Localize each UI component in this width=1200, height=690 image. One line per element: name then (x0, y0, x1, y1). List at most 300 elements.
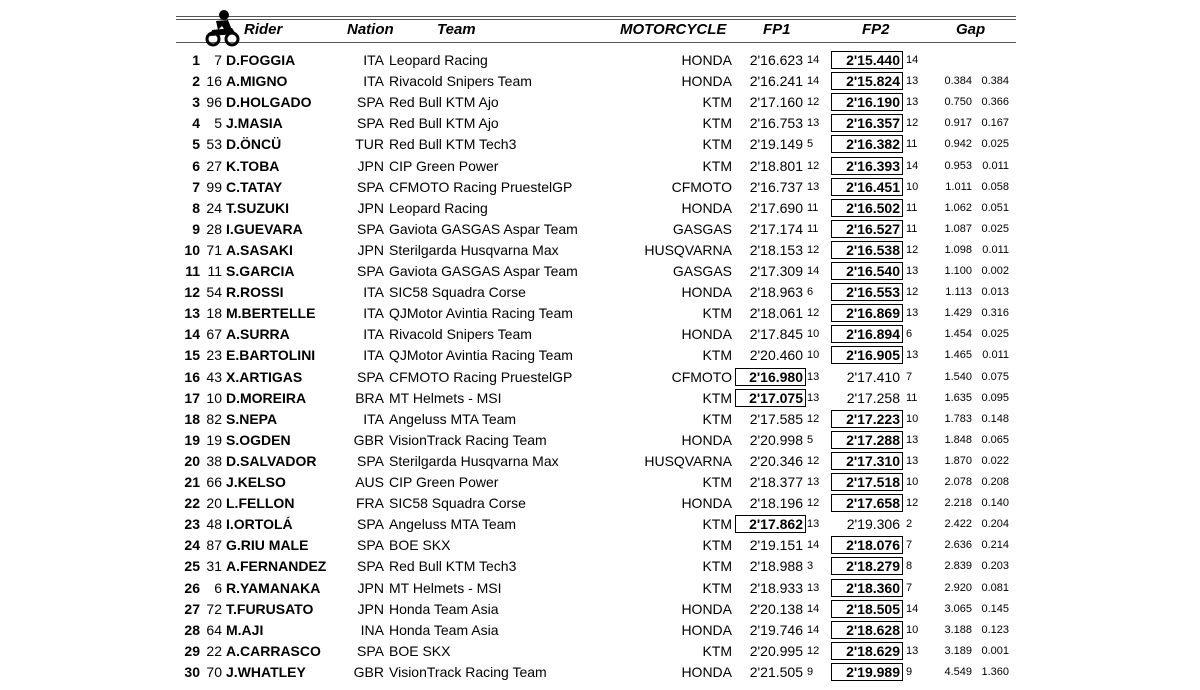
rider-name-cell: T.FURUSATO (226, 600, 314, 617)
position-cell: 2 (192, 73, 200, 90)
position-cell: 19 (184, 431, 200, 448)
motorcycle-rider-icon (202, 8, 242, 48)
fp2-time-cell: 2'16.357 (846, 115, 900, 132)
table-row (0, 535, 1200, 556)
fp1-lap-cell: 11 (807, 201, 819, 214)
fp1-time-cell: 2'17.174 (749, 220, 803, 237)
team-cell: Red Bull KTM Tech3 (389, 136, 517, 153)
nation-cell: SPA (357, 178, 384, 195)
team-cell: Red Bull KTM Tech3 (389, 558, 517, 575)
fp1-lap-cell: 14 (807, 602, 820, 615)
gap-cell: 3.189 (944, 644, 972, 657)
rider-number-cell: 24 (206, 199, 222, 216)
fp1-lap-cell: 13 (807, 518, 820, 531)
fp2-time-cell: 2'16.382 (846, 136, 900, 153)
gap-cell: 2.636 (944, 539, 972, 552)
rider-number-cell: 28 (206, 220, 222, 237)
gap-previous-cell: 0.011 (982, 349, 1009, 362)
table-row (0, 324, 1200, 345)
fp2-time-cell: 2'16.538 (846, 241, 900, 258)
fp2-lap-cell: 13 (906, 75, 919, 88)
nation-cell: ITA (363, 326, 384, 343)
table-row (0, 177, 1200, 198)
motorcycle-cell: KTM (702, 474, 732, 490)
rider-name-cell: D.ÖNCÜ (226, 136, 282, 153)
fp1-lap-cell: 13 (807, 391, 820, 404)
motorcycle-cell: HONDA (681, 621, 732, 638)
motorcycle-cell: CFMOTO (671, 368, 732, 385)
gap-cell: 1.454 (944, 328, 972, 341)
gap-cell: 0.942 (944, 138, 972, 151)
fp2-time-cell: 2'18.360 (846, 579, 900, 596)
rider-number-cell: 66 (206, 474, 222, 490)
fp2-lap-cell: 10 (906, 623, 919, 636)
rider-name-cell: S.NEPA (226, 410, 278, 427)
motorcycle-cell: GASGAS (672, 220, 732, 237)
rider-number-cell: 19 (206, 431, 222, 448)
rider-number-cell: 96 (206, 94, 222, 111)
gap-cell: 0.750 (944, 96, 972, 109)
gap-cell: 1.113 (945, 286, 972, 299)
fp2-lap-cell: 13 (906, 454, 919, 467)
gap-previous-cell: 0.214 (981, 539, 1009, 552)
rider-number-cell: 5 (214, 115, 222, 132)
motorcycle-cell: KTM (702, 558, 732, 575)
gap-cell: 4.549 (944, 665, 972, 678)
fp1-time-cell: 2'16.753 (749, 115, 803, 132)
fp2-lap-cell: 11 (906, 391, 918, 404)
motorcycle-cell: KTM (702, 537, 732, 554)
gap-previous-cell: 0.167 (981, 117, 1009, 130)
rider-number-cell: 22 (206, 642, 222, 659)
fp2-lap-cell: 14 (906, 54, 919, 66)
team-cell: MT Helmets - MSI (389, 389, 502, 406)
gap-previous-cell: 0.011 (982, 159, 1009, 172)
motorcycle-cell: KTM (702, 516, 732, 533)
motorcycle-cell: KTM (702, 115, 732, 132)
rider-number-cell: 70 (206, 663, 222, 680)
fp2-time-cell: 2'18.505 (846, 600, 900, 617)
fp2-time-cell: 2'15.824 (846, 73, 900, 90)
fp1-lap-cell: 12 (807, 96, 820, 109)
table-row (0, 599, 1200, 620)
team-cell: Leopard Racing (389, 199, 488, 216)
fp2-lap-cell: 11 (906, 138, 918, 151)
rider-name-cell: I.GUEVARA (226, 220, 303, 237)
table-row (0, 50, 1200, 71)
fp1-time-cell: 2'18.963 (749, 284, 803, 301)
fp2-lap-cell: 10 (906, 412, 919, 425)
header-gap: Gap (956, 21, 986, 38)
gap-previous-cell: 0.203 (981, 560, 1009, 573)
fp2-lap-cell: 14 (906, 602, 919, 615)
rider-number-cell: 53 (206, 136, 222, 153)
nation-cell: GBR (353, 431, 384, 448)
table-row (0, 156, 1200, 177)
table-row (0, 198, 1200, 219)
fp2-time-cell: 2'17.258 (846, 389, 900, 406)
rider-number-cell: 67 (206, 326, 222, 343)
motorcycle-cell: HONDA (681, 199, 732, 216)
gap-previous-cell: 0.081 (981, 581, 1009, 594)
nation-cell: SPA (357, 537, 384, 554)
fp2-time-cell: 2'16.393 (846, 157, 900, 174)
fp1-lap-cell: 14 (807, 54, 820, 66)
rider-number-cell: 10 (206, 389, 222, 406)
gap-previous-cell: 0.140 (981, 497, 1009, 510)
fp1-time-cell: 2'17.862 (749, 516, 803, 533)
motorcycle-cell: HONDA (681, 663, 732, 680)
fp2-lap-cell: 12 (906, 243, 919, 256)
motorcycle-cell: HONDA (681, 495, 732, 512)
nation-cell: JPN (357, 157, 384, 174)
gap-previous-cell: 0.025 (981, 222, 1009, 235)
gap-previous-cell: 0.001 (981, 644, 1009, 657)
team-cell: CIP Green Power (389, 157, 499, 174)
fp2-time-cell: 2'16.451 (846, 178, 900, 195)
fp1-time-cell: 2'20.998 (749, 431, 803, 448)
team-cell: Gaviota GASGAS Aspar Team (389, 263, 578, 279)
gap-previous-cell: 0.366 (981, 96, 1009, 109)
motorcycle-cell: HUSQVARNA (644, 241, 732, 258)
fp1-lap-cell: 13 (807, 370, 820, 383)
fp1-lap-cell: 5 (807, 138, 814, 151)
nation-cell: ITA (363, 284, 384, 301)
nation-cell: JPN (357, 241, 384, 258)
fp1-time-cell: 2'20.460 (749, 347, 803, 364)
rider-name-cell: D.HOLGADO (226, 94, 312, 111)
team-cell: VisionTrack Racing Team (389, 663, 547, 680)
position-cell: 22 (184, 495, 200, 512)
fp1-lap-cell: 13 (807, 117, 820, 130)
fp1-time-cell: 2'19.746 (749, 621, 803, 638)
fp1-time-cell: 2'20.995 (749, 642, 803, 659)
motorcycle-cell: HONDA (681, 284, 732, 301)
team-cell: QJMotor Avintia Racing Team (389, 347, 573, 364)
rider-number-cell: 71 (206, 241, 222, 258)
team-cell: QJMotor Avintia Racing Team (389, 305, 573, 322)
rider-name-cell: R.ROSSI (226, 284, 284, 301)
motorcycle-cell: KTM (702, 410, 732, 427)
fp2-time-cell: 2'18.076 (846, 537, 900, 554)
motorcycle-cell: HUSQVARNA (644, 452, 732, 469)
gap-previous-cell: 0.316 (981, 307, 1009, 320)
position-cell: 16 (184, 368, 200, 385)
rider-name-cell: J.MASIA (226, 115, 283, 132)
rider-name-cell: S.OGDEN (226, 431, 291, 448)
fp2-time-cell: 2'19.306 (846, 516, 900, 533)
fp1-lap-cell: 9 (807, 665, 814, 678)
fp1-lap-cell: 14 (807, 623, 820, 636)
gap-previous-cell: 0.051 (981, 201, 1009, 214)
motorcycle-cell: HONDA (681, 73, 732, 90)
position-cell: 5 (192, 136, 200, 153)
rider-number-cell: 48 (206, 516, 222, 533)
fp2-time-cell: 2'16.869 (846, 305, 900, 322)
rider-number-cell: 87 (206, 537, 222, 554)
fp1-time-cell: 2'20.138 (749, 600, 803, 617)
motorcycle-cell: KTM (702, 136, 732, 153)
motorcycle-cell: KTM (702, 389, 732, 406)
fp1-time-cell: 2'18.196 (749, 495, 803, 512)
motorcycle-cell: KTM (702, 642, 732, 659)
gap-previous-cell: 0.075 (981, 370, 1009, 383)
fp2-time-cell: 2'16.502 (846, 199, 900, 216)
motorcycle-cell: KTM (702, 579, 732, 596)
nation-cell: INA (360, 621, 384, 638)
position-cell: 9 (192, 220, 200, 237)
fp1-lap-cell: 13 (807, 581, 820, 594)
nation-cell: SPA (357, 368, 384, 385)
fp1-lap-cell: 12 (807, 243, 820, 256)
gap-previous-cell: 0.065 (981, 433, 1009, 446)
gap-previous-cell: 0.204 (981, 518, 1009, 531)
fp1-time-cell: 2'17.075 (749, 389, 803, 406)
rider-number-cell: 20 (206, 495, 222, 512)
motorcycle-cell: HONDA (681, 326, 732, 343)
rider-name-cell: A.SASAKI (226, 241, 293, 258)
table-row (0, 92, 1200, 113)
team-cell: Sterilgarda Husqvarna Max (389, 452, 559, 469)
fp1-time-cell: 2'18.933 (749, 579, 803, 596)
position-cell: 6 (192, 157, 200, 174)
fp2-lap-cell: 13 (906, 307, 919, 320)
rider-name-cell: J.KELSO (226, 474, 286, 490)
fp2-time-cell: 2'16.553 (846, 284, 900, 301)
position-cell: 29 (184, 642, 200, 659)
team-cell: Gaviota GASGAS Aspar Team (389, 220, 578, 237)
motorcycle-cell: KTM (702, 347, 732, 364)
gap-previous-cell: 0.011 (982, 243, 1009, 256)
table-row (0, 219, 1200, 240)
fp2-lap-cell: 10 (906, 180, 919, 193)
fp2-time-cell: 2'16.894 (846, 326, 900, 343)
fp2-lap-cell: 13 (906, 96, 919, 109)
table-row (0, 620, 1200, 641)
rider-name-cell: D.SALVADOR (226, 452, 317, 469)
team-cell: Honda Team Asia (389, 621, 499, 638)
gap-previous-cell: 0.022 (981, 454, 1009, 467)
table-row (0, 430, 1200, 451)
position-cell: 1 (192, 52, 200, 68)
nation-cell: SPA (357, 263, 384, 279)
table-row (0, 367, 1200, 388)
table-row (0, 388, 1200, 409)
table-row (0, 451, 1200, 472)
fp1-time-cell: 2'19.149 (749, 136, 803, 153)
header-team: Team (437, 21, 476, 38)
gap-previous-cell: 0.148 (981, 412, 1009, 425)
rider-number-cell: 64 (206, 621, 222, 638)
gap-previous-cell: 0.025 (981, 138, 1009, 151)
gap-previous-cell: 0.123 (981, 623, 1009, 636)
gap-previous-cell: 0.208 (981, 476, 1009, 488)
rider-number-cell: 11 (207, 263, 222, 279)
rider-name-cell: E.BARTOLINI (226, 347, 316, 364)
team-cell: Leopard Racing (389, 52, 488, 68)
rider-name-cell: S.GARCIA (226, 263, 295, 279)
fp2-time-cell: 2'19.989 (846, 663, 900, 680)
fp2-time-cell: 2'16.905 (846, 347, 900, 364)
team-cell: SIC58 Squadra Corse (389, 284, 526, 301)
position-cell: 21 (184, 474, 200, 490)
fp1-lap-cell: 12 (807, 644, 820, 657)
position-cell: 27 (184, 600, 200, 617)
position-cell: 20 (184, 452, 200, 469)
fp1-lap-cell: 14 (807, 265, 820, 277)
fp1-lap-cell: 12 (807, 454, 820, 467)
position-cell: 15 (184, 347, 200, 364)
table-row (0, 282, 1200, 303)
fp1-lap-cell: 12 (807, 412, 820, 425)
gap-cell: 1.098 (944, 243, 972, 256)
fp1-time-cell: 2'18.061 (749, 305, 803, 322)
fp2-lap-cell: 13 (906, 644, 919, 657)
rider-number-cell: 82 (206, 410, 222, 427)
motorcycle-cell: KTM (702, 305, 732, 322)
fp1-time-cell: 2'17.690 (749, 199, 803, 216)
fp1-lap-cell: 10 (807, 349, 820, 362)
fp1-time-cell: 2'17.309 (749, 263, 803, 279)
team-cell: CFMOTO Racing PruestelGP (389, 178, 573, 195)
nation-cell: SPA (357, 94, 384, 111)
team-cell: Rivacold Snipers Team (389, 326, 532, 343)
table-row (0, 134, 1200, 155)
gap-previous-cell: 1.360 (981, 665, 1009, 678)
gap-cell: 2.078 (944, 476, 972, 488)
table-row (0, 345, 1200, 366)
position-cell: 11 (185, 263, 200, 279)
fp2-time-cell: 2'18.629 (846, 642, 900, 659)
header-top-rule (176, 16, 1016, 17)
gap-cell: 1.465 (944, 349, 972, 362)
fp2-lap-cell: 11 (906, 201, 918, 214)
rider-name-cell: I.ORTOLÁ (226, 516, 293, 533)
fp2-lap-cell: 13 (906, 349, 919, 362)
table-row (0, 472, 1200, 493)
fp1-time-cell: 2'16.241 (749, 73, 803, 90)
gap-cell: 0.384 (944, 75, 972, 88)
team-cell: BOE SKX (389, 642, 451, 659)
team-cell: Angeluss MTA Team (389, 410, 517, 427)
fp1-lap-cell: 12 (807, 307, 820, 320)
position-cell: 14 (184, 326, 200, 343)
team-cell: MT Helmets - MSI (389, 579, 502, 596)
motorcycle-cell: KTM (702, 94, 732, 111)
position-cell: 7 (192, 178, 200, 195)
gap-cell: 2.839 (944, 560, 972, 573)
gap-cell: 1.100 (944, 265, 972, 277)
rider-number-cell: 16 (206, 73, 222, 90)
header-nation: Nation (347, 21, 394, 38)
fp2-time-cell: 2'17.518 (846, 474, 900, 490)
nation-cell: SPA (357, 452, 384, 469)
fp2-lap-cell: 6 (906, 328, 913, 341)
rider-name-cell: X.ARTIGAS (226, 368, 303, 385)
fp2-lap-cell: 13 (906, 265, 919, 277)
rider-number-cell: 99 (206, 178, 222, 195)
gap-previous-cell: 0.013 (981, 286, 1009, 299)
fp2-lap-cell: 7 (906, 370, 913, 383)
rider-name-cell: A.CARRASCO (226, 642, 321, 659)
position-cell: 23 (184, 516, 200, 533)
fp1-time-cell: 2'17.585 (749, 410, 803, 427)
nation-cell: ITA (363, 52, 384, 68)
header-fp1: FP1 (763, 21, 791, 38)
fp2-time-cell: 2'17.288 (846, 431, 900, 448)
position-cell: 17 (184, 389, 200, 406)
gap-cell: 2.920 (944, 581, 972, 594)
motorcycle-cell: KTM (702, 157, 732, 174)
fp1-time-cell: 2'18.801 (749, 157, 803, 174)
motorcycle-cell: HONDA (681, 52, 732, 68)
fp2-lap-cell: 7 (906, 581, 913, 594)
position-cell: 3 (192, 94, 200, 111)
fp1-time-cell: 2'19.151 (749, 537, 803, 554)
fp1-time-cell: 2'16.623 (749, 52, 803, 68)
rider-name-cell: J.WHATLEY (226, 663, 306, 680)
fp2-lap-cell: 12 (906, 286, 919, 299)
table-row (0, 514, 1200, 535)
nation-cell: ITA (363, 73, 384, 90)
table-row (0, 662, 1200, 683)
table-row (0, 113, 1200, 134)
gap-previous-cell: 0.095 (981, 391, 1009, 404)
fp2-time-cell: 2'17.310 (846, 452, 900, 469)
gap-previous-cell: 0.384 (981, 75, 1009, 88)
header-top-rule-inner (176, 19, 1016, 20)
table-row (0, 261, 1200, 282)
table-row (0, 71, 1200, 92)
fp1-time-cell: 2'17.845 (749, 326, 803, 343)
position-cell: 10 (184, 241, 200, 258)
position-cell: 25 (184, 558, 200, 575)
rider-name-cell: D.FOGGIA (226, 52, 296, 68)
table-row (0, 240, 1200, 261)
header-bottom-rule (176, 42, 1016, 43)
rider-name-cell: G.RIU MALE (226, 537, 309, 554)
rider-number-cell: 6 (214, 579, 222, 596)
gap-cell: 1.848 (944, 433, 972, 446)
fp2-time-cell: 2'16.540 (846, 263, 900, 279)
fp2-lap-cell: 12 (906, 497, 919, 510)
motorcycle-cell: CFMOTO (671, 178, 732, 195)
header-rider: Rider (244, 21, 283, 38)
rider-name-cell: C.TATAY (226, 178, 283, 195)
fp1-lap-cell: 6 (807, 286, 814, 299)
nation-cell: SPA (357, 220, 384, 237)
rider-name-cell: D.MOREIRA (226, 389, 307, 406)
fp2-time-cell: 2'17.410 (846, 368, 900, 385)
fp1-lap-cell: 14 (807, 75, 820, 88)
rider-name-cell: M.BERTELLE (226, 305, 316, 322)
rider-number-cell: 38 (206, 452, 222, 469)
nation-cell: JPN (357, 199, 384, 216)
fp2-time-cell: 2'15.440 (846, 52, 900, 68)
fp1-lap-cell: 13 (807, 476, 820, 488)
rider-number-cell: 72 (206, 600, 222, 617)
gap-cell: 3.188 (944, 623, 972, 636)
rider-number-cell: 18 (206, 305, 222, 322)
motorcycle-cell: GASGAS (672, 263, 732, 279)
nation-cell: GBR (353, 663, 384, 680)
nation-cell: JPN (357, 579, 384, 596)
motorcycle-cell: HONDA (681, 600, 732, 617)
nation-cell: SPA (357, 115, 384, 132)
position-cell: 24 (184, 537, 200, 554)
position-cell: 26 (184, 579, 200, 596)
gap-previous-cell: 0.145 (981, 602, 1009, 615)
